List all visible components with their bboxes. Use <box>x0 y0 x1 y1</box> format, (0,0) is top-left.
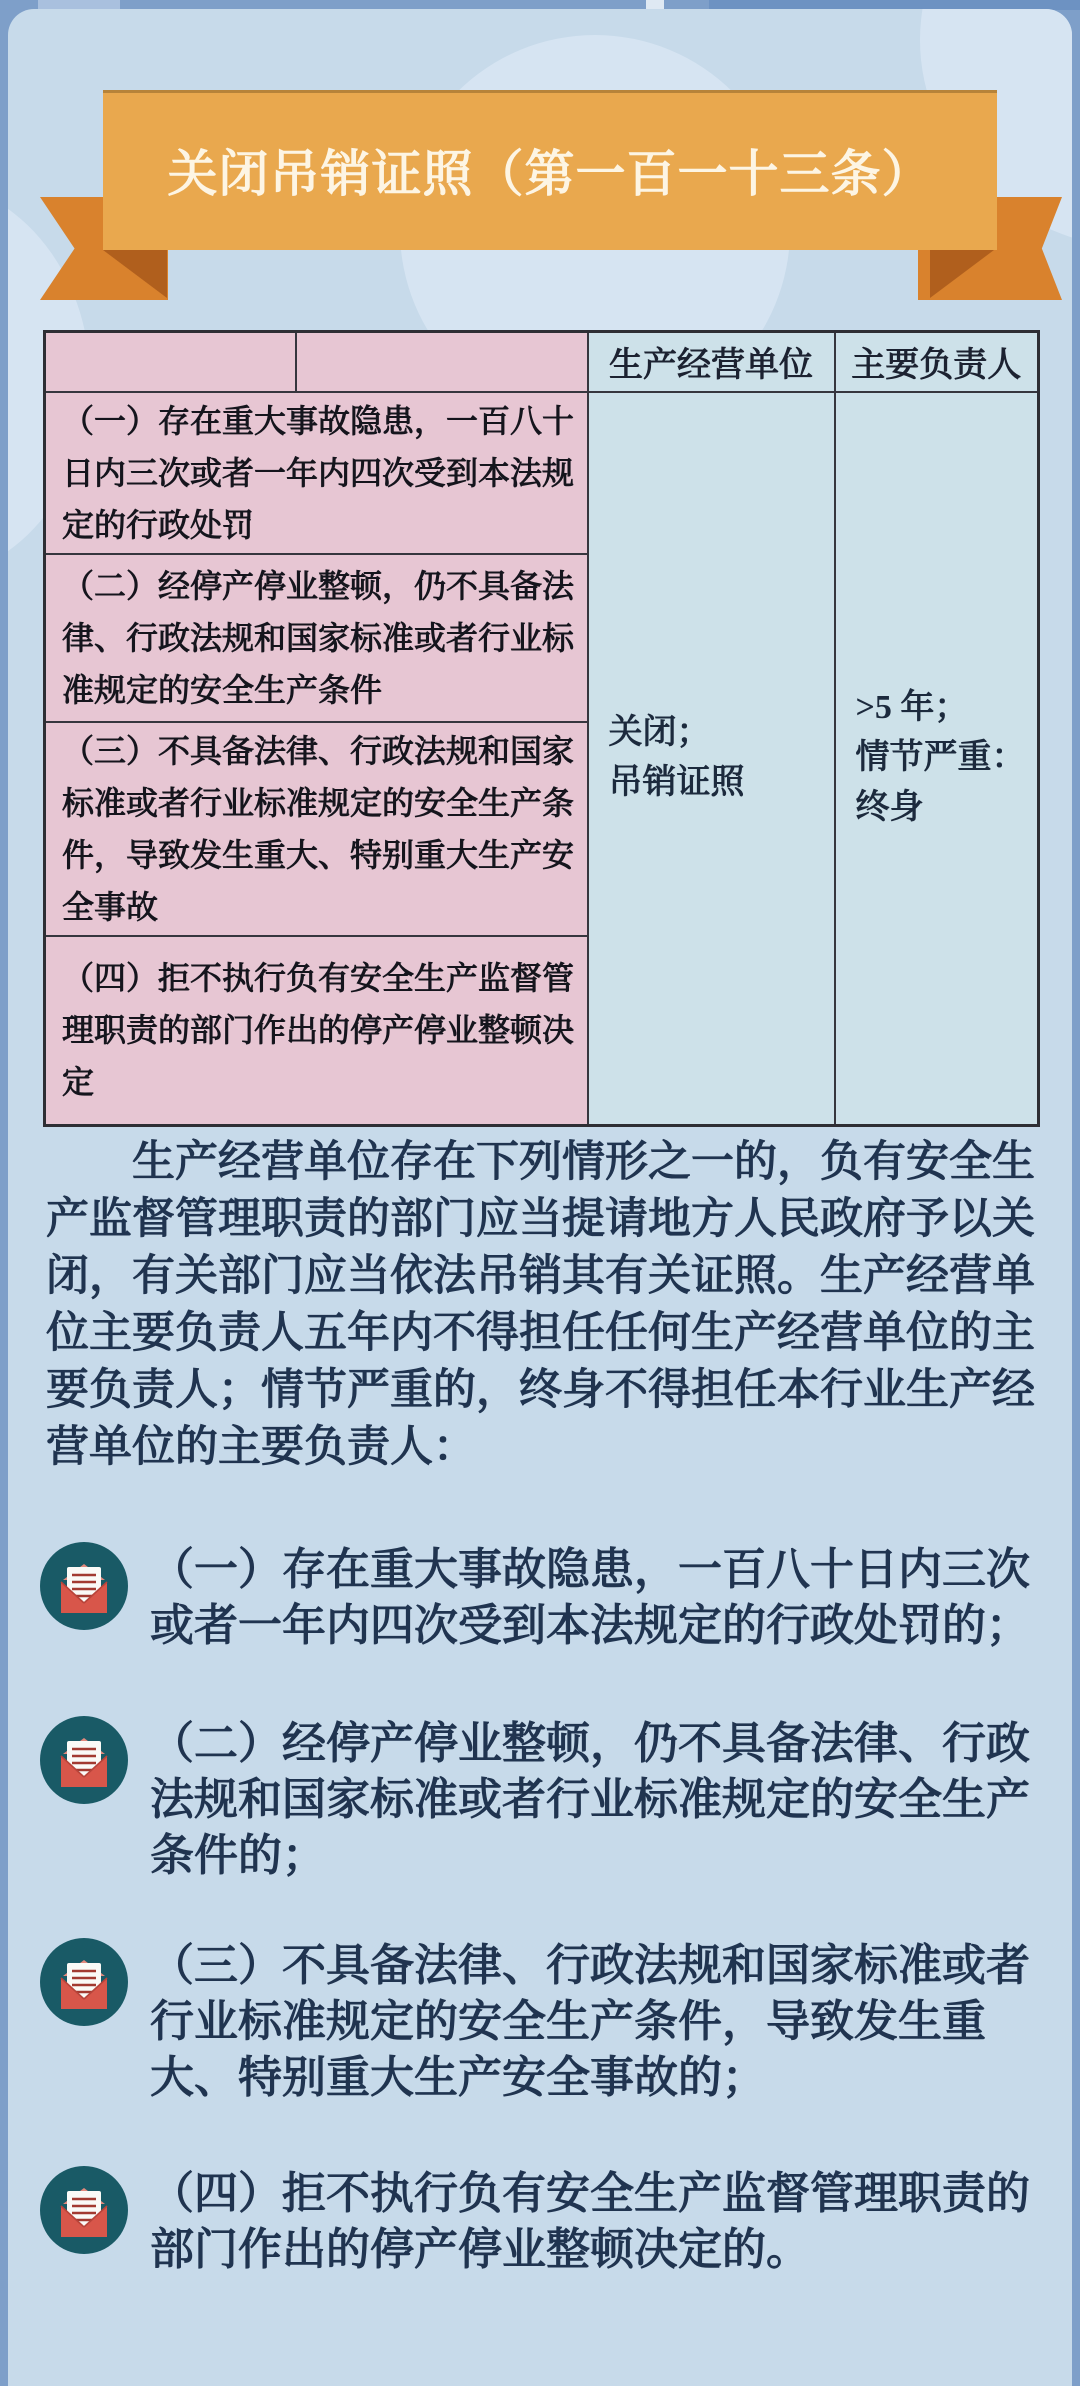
intro-paragraph: 生产经营单位存在下列情形之一的，负有安全生产监督管理职责的部门应当提请地方人民政府予以关闭，有关部门应当依法吊销其有关证照。生产经营单位主要负责人五年内不得担任任何生产经营单位的主要负责人；情节严重的，终身不得担任本行业生产经营单位的主要负责人： <box>46 1138 1035 1471</box>
situation-3-cell: （三）不具备法律、行政法规和国家标准或者行业标准规定的安全生产条件，导致发生重大、特别重大生产安全事故 <box>45 722 588 936</box>
list-item-1 <box>40 1542 1044 1654</box>
situation-2-cell: （二）经停产停业整顿，仍不具备法律、行政法规和国家标准或者行业标准规定的安全生产条件 <box>45 554 588 722</box>
open-envelope-icon <box>40 1716 128 1804</box>
person-penalty-cell <box>835 392 1039 1126</box>
open-envelope-icon <box>40 1542 128 1630</box>
open-envelope-icon <box>40 1938 128 2026</box>
penalty-table <box>43 330 1040 1127</box>
closure-penalty-line: 吊销证照 <box>608 764 745 802</box>
list-item-4 <box>40 2166 1044 2278</box>
ribbon-banner <box>103 90 997 250</box>
person-penalty-line: 情节严重： <box>855 739 1026 777</box>
empty-header-cell-2 <box>296 332 588 392</box>
person-penalty-line: 终身 <box>855 789 924 827</box>
unit-column-header: 生产经营单位 <box>588 332 835 392</box>
situation-4-cell: （四）拒不执行负有安全生产监督管理职责的部门作出的停产停业整顿决定 <box>45 936 588 1126</box>
top-strip-light-segment <box>38 0 120 9</box>
list-item-text: （一）存在重大事故隐患，一百八十日内三次或者一年内四次受到本法规定的行政处罚的； <box>150 1545 1030 1650</box>
closure-penalty-line: 关闭； <box>608 714 711 752</box>
situation-1-cell: （一）存在重大事故隐患，一百八十日内三次或者一年内四次受到本法规定的行政处罚 <box>45 392 588 554</box>
list-item-text: （二）经停产停业整顿，仍不具备法律、行政法规和国家标准或者行业标准规定的安全生产条件的； <box>150 1719 1030 1880</box>
closure-penalty-cell <box>588 392 835 1126</box>
list-item-text: （三）不具备法律、行政法规和国家标准或者行业标准规定的安全生产条件，导致发生重大、特别重大生产安全事故的； <box>150 1941 1030 2102</box>
list-item-3 <box>40 1938 1044 2106</box>
list-item-2 <box>40 1716 1044 1884</box>
open-envelope-icon <box>40 2166 128 2254</box>
top-strip-notch <box>646 0 664 9</box>
list-item-text: （四）拒不执行负有安全生产监督管理职责的部门作出的停产停业整顿决定的。 <box>150 2169 1030 2274</box>
banner-title: 关闭吊销证照（第一百一十三条） <box>167 146 933 202</box>
person-penalty-line: >5 年； <box>855 689 969 727</box>
person-column-header: 主要负责人 <box>835 332 1039 392</box>
empty-header-cell-1 <box>45 332 296 392</box>
